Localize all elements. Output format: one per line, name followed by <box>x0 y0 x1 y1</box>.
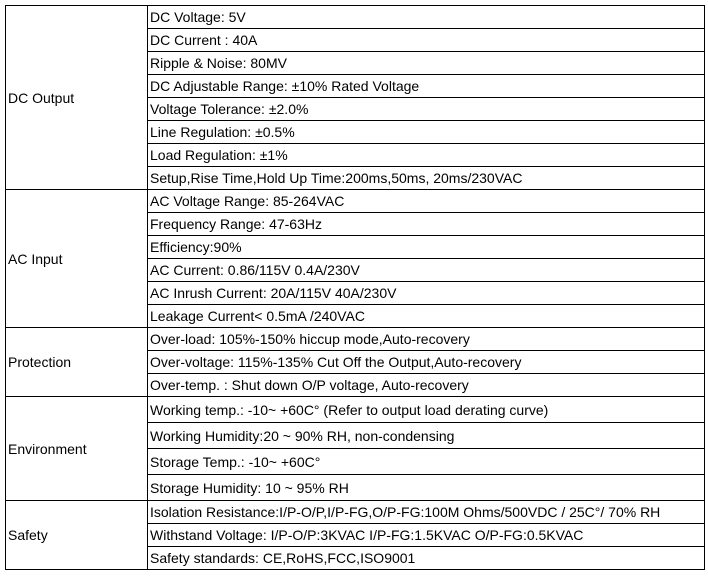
spec-value: DC Voltage: 5V <box>148 6 705 29</box>
spec-value: AC Voltage Range: 85-264VAC <box>148 190 705 213</box>
category-environment: Environment <box>6 397 148 501</box>
spec-value: Over-load: 105%-150% hiccup mode,Auto-recovery <box>148 328 705 351</box>
table-row <box>6 397 705 423</box>
table-row <box>6 328 705 351</box>
spec-value: Safety standards: CE,RoHS,FCC,ISO9001 <box>148 547 705 570</box>
spec-value: Line Regulation: ±0.5% <box>148 121 705 144</box>
spec-value: Working temp.: -10~ +60C° (Refer to output load derating curve) <box>148 397 705 423</box>
spec-value: Withstand Voltage: I/P-O/P:3KVAC I/P-FG:1.5KVAC O/P-FG:0.5KVAC <box>148 524 705 547</box>
spec-value: Over-voltage: 115%-135% Cut Off the Output,Auto-recovery <box>148 351 705 374</box>
category-protection: Protection <box>6 328 148 397</box>
table-row <box>6 190 705 213</box>
spec-value: Isolation Resistance:I/P-O/P,I/P-FG,O/P-FG:100M Ohms/500VDC / 25C°/ 70% RH <box>148 501 705 524</box>
category-dc-output: DC Output <box>6 6 148 190</box>
table-row <box>6 6 705 29</box>
spec-value: Efficiency:90% <box>148 236 705 259</box>
spec-value: Load Regulation: ±1% <box>148 144 705 167</box>
spec-value: Ripple & Noise: 80MV <box>148 52 705 75</box>
spec-value: AC Current: 0.86/115V 0.4A/230V <box>148 259 705 282</box>
spec-value: AC Inrush Current: 20A/115V 40A/230V <box>148 282 705 305</box>
spec-value: Over-temp. : Shut down O/P voltage, Auto-recovery <box>148 374 705 397</box>
spec-value: Storage Temp.: -10~ +60C° <box>148 449 705 475</box>
spec-table <box>5 5 705 570</box>
spec-value: Frequency Range: 47-63Hz <box>148 213 705 236</box>
table-row <box>6 501 705 524</box>
spec-value: Setup,Rise Time,Hold Up Time:200ms,50ms, 20ms/230VAC <box>148 167 705 190</box>
spec-value: Leakage Current< 0.5mA /240VAC <box>148 305 705 328</box>
category-ac-input: AC Input <box>6 190 148 328</box>
spec-value: Storage Humidity: 10 ~ 95% RH <box>148 475 705 501</box>
spec-value: DC Adjustable Range: ±10% Rated Voltage <box>148 75 705 98</box>
category-safety: Safety <box>6 501 148 570</box>
spec-value: Voltage Tolerance: ±2.0% <box>148 98 705 121</box>
spec-value: DC Current : 40A <box>148 29 705 52</box>
spec-value: Working Humidity:20 ~ 90% RH, non-condensing <box>148 423 705 449</box>
